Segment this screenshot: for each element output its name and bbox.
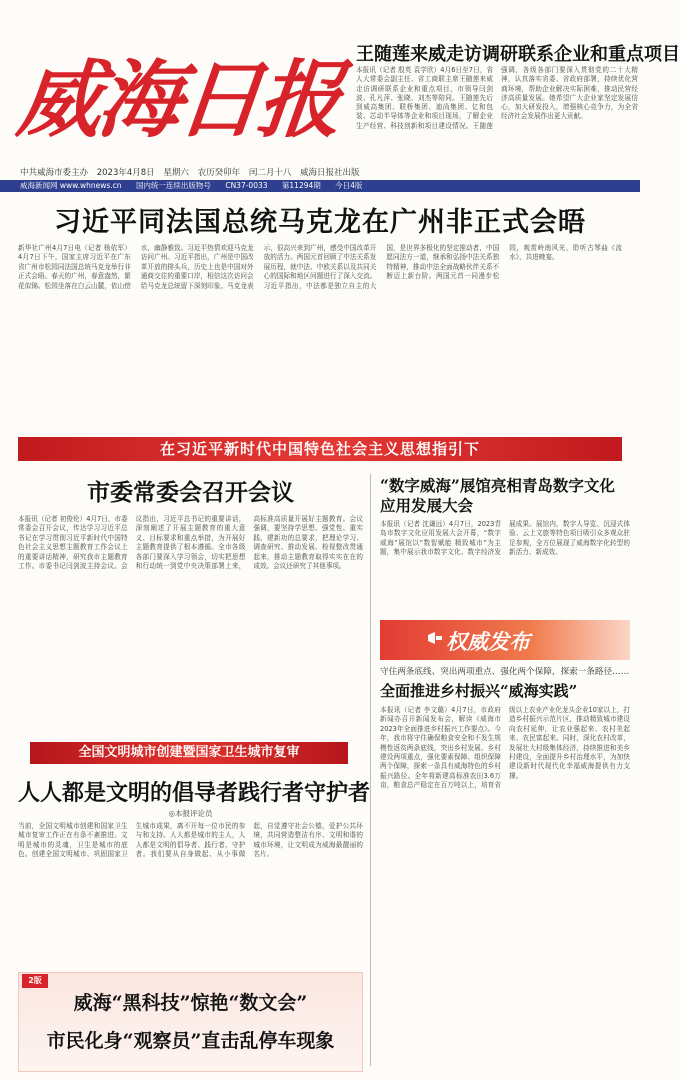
civil-body: 当前，全国文明城市创建和国家卫生城市复审工作正在有条不紊推进。文明是城市的灵魂，卫生是城市的底色。创建全国文明城市、巩固国家卫生城市成果，离不开每一位市民的参与和支持。人人都是城市的主人，人人都是文明的倡导者、践行者、守护者。我们要从自身做起、从小事做起，自觉遵守社会公德，爱护公共环境，共同营造整洁有序、文明和谐的城市环境，让文明成为威海最靓丽的名片。 (18, 822, 363, 859)
publication-number-label: 国内统一连续出版物号 (135, 181, 211, 190)
authority-release-label: 权威发布 (446, 630, 530, 654)
main-story-body: 新华社广州4月7日电（记者 杨依军）4月7日下午，国家主席习近平在广东省广州市松园同法国总统马克龙举行非正式会晤。春天的广州，春意盎然，繁花似锦。松园坐落在白云山麓，依山傍水，幽静雅致。习近平热情欢迎马克龙访问广州。习近平指出，广州是中国改革开放的排头兵，历史上也是中国对外通商交往的重要口岸，相信这次访问会给马克龙总统留下深刻印象。马克龙表示，很高兴来到广州，感受中国改革开放的活力。两国元首回顾了中法关系发展历程，就中法、中欧关系以及共同关心的国际和地区问题进行了深入交流。习近平指出，中法都是独立自主的大国，是世界多极化的坚定推动者，中国愿同法方一道，继承和弘扬中法关系独特精神，推动中法全面战略伙伴关系不断迈上新台阶。两国元首一同漫步松园，观赏岭南风光，聆听古琴曲《流水》，共进晚宴。 (18, 244, 622, 290)
press-name: 威海日报社出版 (300, 168, 360, 178)
promo-box (18, 972, 363, 1072)
masthead-meta (20, 166, 360, 178)
megaphone-icon (426, 628, 444, 650)
cn-number: CN37-0033 (225, 181, 268, 190)
rural-revitalization-body: 本报讯（记者 李文璐）4月7日，市政府新闻办召开新闻发布会，解读《威海市2023年全面推进乡村振兴工作要点》。今年，我市将守住确保粮食安全和不发生规模性返贫两条底线，突出乡村发展、乡村建设两项重点，强化要素保障、组织保障两个保障，探索一条具有威海特色的乡村振兴路径。全年将新建高标准农田3.6万亩，粮食总产稳定在百万吨以上，培育省级以上农业产业化龙头企业10家以上，打造乡村振兴示范片区，推动精致城市建设向农村延伸，让农业强起来、农村美起来、农民富起来。同时，深化农村改革，发展壮大村级集体经济，持续推进和美乡村建设，全面提升乡村治理水平，为加快建设新时代现代化幸福威海提供有力支撑。 (380, 706, 630, 790)
main-headline[interactable]: 习近平同法国总统马克龙在广州非正式会晤 (54, 207, 586, 238)
lunar-date: 闰二月十八 (248, 168, 292, 178)
lunar-year: 农历癸卯年 (197, 168, 241, 178)
newspaper-logo: 威海日报 (12, 50, 344, 149)
top-story-body: 本报讯（记者 殷英 袁学欣）4月6日至7日，省人大常委会副主任、省工商联主席王随莲来威走访调研联系企业和重点项目，市领导闫剑波、孔凡萍、张晓、刘杰等陪同。王随莲先后到威高集团、联桥集团、迪尚集团、亿和包装、芯动半导体等企业和项目现场，了解企业生产经营、科技创新和项目建设情况。王随莲强调，各级各部门要深入贯彻党的二十大精神，认真落实省委、省政府部署，持续优化营商环境，帮助企业解决实际困难，推动民营经济高质量发展。她希望广大企业家坚定发展信心，加大研发投入，增强核心竞争力，为全省经济社会发展作出更大贡献。 (356, 66, 638, 130)
masthead-info-bar (0, 180, 640, 192)
committee-headline[interactable]: 市委常委会召开会议 (87, 479, 294, 506)
rural-revitalization-headline[interactable]: 全面推进乡村振兴“威海实践” (380, 682, 578, 700)
digital-weihai-headline[interactable]: “数字威海”展馆亮相青岛数字文化应用发展大会 (380, 476, 615, 515)
page-count: 今日4版 (335, 181, 363, 190)
weekday: 星期六 (163, 168, 189, 178)
column-divider (370, 474, 371, 1066)
issue-number: 第11294期 (281, 181, 321, 190)
issue-date: 2023年4月8日 (96, 168, 155, 178)
promo-headline-tech[interactable]: 威海“黑科技”惊艳“数文会” (73, 992, 308, 1014)
promo-headline-parking[interactable]: 市民化身“观察员”直击乱停车现象 (46, 1030, 335, 1052)
civilized-city-banner: 全国文明城市创建暨国家卫生城市复审 (30, 742, 348, 764)
commentator-byline: ◎本报评论员 (168, 809, 213, 818)
committee-body: 本报讯（记者 初俊伦）4月7日，市委常委会召开会议，传达学习习近平总书记在学习贯彻习近平新时代中国特色社会主义思想主题教育工作会议上的重要讲话精神，研究我市主题教育工作。市委书记闫剑波主持会议。会议指出，习近平总书记的重要讲话，深刻阐述了开展主题教育的重大意义、目标要求和重点举措，为开展好主题教育提供了根本遵循。全市各级各部门要深入学习领会，切实把思想和行动统一到党中央决策部署上来，高标准高质量开展好主题教育。会议强调，要坚持学思想、强党性、重实践、建新功的总要求，把理论学习、调查研究、推动发展、检视整改贯通起来，推动主题教育取得实实在在的成效。会议还研究了其他事项。 (18, 515, 363, 571)
rural-deck: 守住两条底线、突出两项重点、强化两个保障，探索一条路径…… (380, 667, 630, 677)
top-story-headline[interactable]: 王随莲来威走访调研联系企业和重点项目 (356, 44, 680, 65)
website-link[interactable]: 威海新闻网 www.whnews.cn (20, 181, 122, 190)
theme-banner: 在习近平新时代中国特色社会主义思想指引下 (18, 437, 622, 461)
promo-page-tag: 2版 (22, 974, 48, 988)
publisher: 中共威海市委主办 (20, 168, 89, 178)
digital-weihai-body: 本报讯（记者 沈谦远）4月7日，2023青岛市数字文化应用发展大会开幕，“数字威海”展馆以“数智赋能 精致城市”为主题，集中展示我市数字文化、数字经济发展成果。展馆内，数字人导览、沉浸式体验、云上文旅等特色项目吸引众多观众驻足参观，全方位展现了威海数字化转型的新活力、新成效。 (380, 520, 630, 557)
civil-headline[interactable]: 人人都是文明的倡导者践行者守护者 (18, 780, 371, 806)
